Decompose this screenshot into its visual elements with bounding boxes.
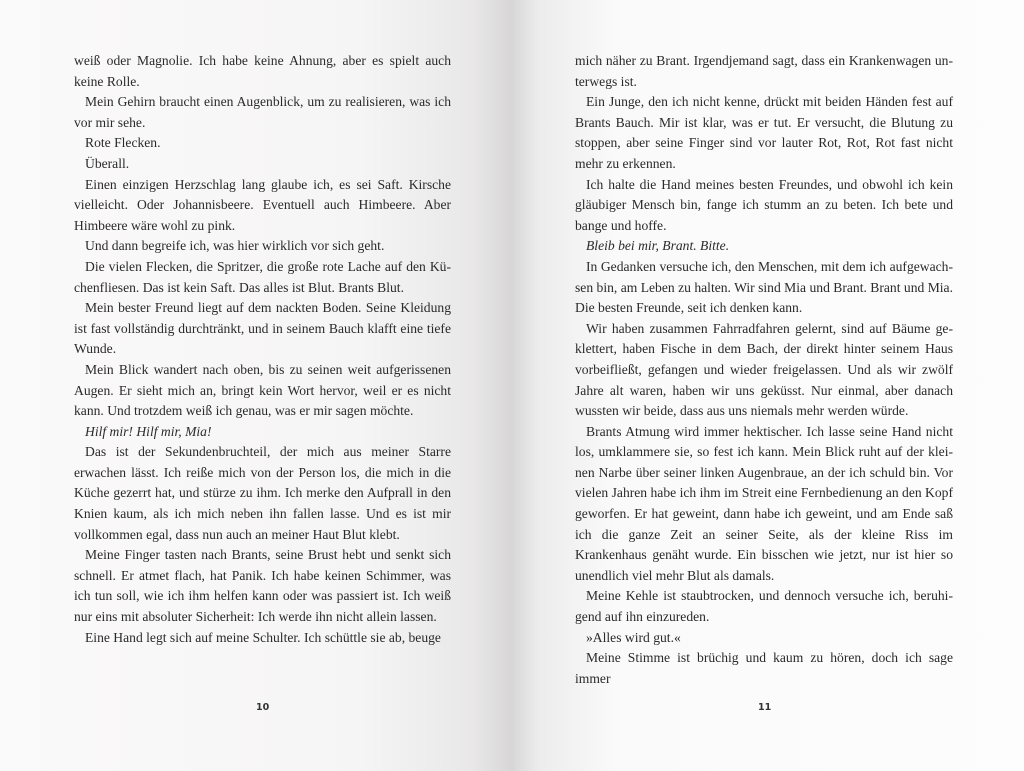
paragraph: Rote Flecken. <box>85 135 161 151</box>
paragraph: mich näher zu Brant. Irgendjemand sagt, dass ein Krankenwagen unterwegs ist. <box>575 53 953 89</box>
paragraph: Meine Finger tasten nach Brants, seine Brust hebt und senkt sich schnell. Er atmet flach, hat Panik. Ich habe keinen Schimmer, was ich tun soll, wie ich ihm helfen kann oder was passiert ist. Ich weiß nur eins mit absoluter Sicherheit: Ich werde ihn nicht allein lassen. <box>74 547 451 625</box>
paragraph: Mein Blick wandert nach oben, bis zu seinen weit aufgerissenen Augen. Er sieht mich an, bringt kein Wort hervor, weil er es nicht kann. Und trotzdem weiß ich genau, was er mir sagen möchte. <box>74 361 451 419</box>
paragraph: Brants Atmung wird immer hektischer. Ich lasse seine Hand nicht los, umklammere sie, so fest ich kann. Mein Blick ruht auf der kleinen Narbe über seiner linken Augenbraue, an der ich schuld bin. Vor vielen Jahren habe ich ihm im Streit eine Fernbedienung an den Kopf geworfen. Er hat geweint, dann habe ich geweint, und am Ende saß ich die ganze Zeit an seiner Seite, als der kleine Riss im Krankenhaus genäht wurde. Ein bisschen wie jetzt, nur ist hier so unendlich viel mehr Blut als damals. <box>575 423 953 583</box>
paragraph: Eine Hand legt sich auf meine Schulter. Ich schüttle sie ab, beuge <box>85 629 441 645</box>
page-number-right: 11 <box>758 702 772 713</box>
paragraph: Bleib bei mir, Brant. Bitte. <box>586 238 730 254</box>
left-page-text <box>74 51 451 648</box>
paragraph: Das ist der Sekundenbruchteil, der mich aus meiner Starre erwachen lässt. Ich reiße mich von der Person los, die mich in die Küche gezerrt hat, und stürze zu ihm. Ich merke den Aufprall in den Knien kaum, als ich mich neben ihn fallen lasse. Und es ist mir vollkommen egal, dass nun auch an meiner Haut Blut klebt. <box>74 444 451 542</box>
paragraph: Wir haben zusammen Fahrradfahren gelernt, sind auf Bäume geklettert, haben Fische in dem Bach, der direkt hinter seinem Haus vorbeifließt, gefangen und wieder freigelassen. Und als wir zwölf Jahre alt waren, haben wir uns geküsst. Nur einmal, aber danach wussten wir beide, dass aus uns niemals mehr werden würde. <box>575 320 953 419</box>
paragraph: weiß oder Magnolie. Ich habe keine Ahnung, aber es spielt auch keine Rolle. <box>74 53 451 89</box>
paragraph: Ein Junge, den ich nicht kenne, drückt mit beiden Händen fest auf Brants Bauch. Mir ist klar, was er tut. Er versucht, die Blutung zu stoppen, aber seine Finger sind vor lauter Rot, Rot, Rot fast nicht mehr zu erkennen. <box>575 94 953 171</box>
paragraph: Überall. <box>85 155 130 171</box>
paragraph: In Gedanken versuche ich, den Menschen, mit dem ich aufgewachsen bin, am Leben zu halten. Wir sind Mia und Brant. Brant und Mia. Die besten Freunde, seit ich denken kann. <box>575 258 953 316</box>
paragraph: Die vielen Flecken, die Spritzer, die große rote Lache auf den Küchenfliesen. Das ist kein Saft. Das alles ist Blut. Brants Blut. <box>74 258 451 295</box>
paragraph: Mein Gehirn braucht einen Augenblick, um zu realisieren, was ich vor mir sehe. <box>74 94 451 130</box>
paragraph: Und dann begreife ich, was hier wirklich vor sich geht. <box>85 238 385 254</box>
paragraph: Einen einzigen Herzschlag lang glaube ich, es sei Saft. Kirsche vielleicht. Oder Johannisbeere. Eventuell auch Himbeere. Aber Himbeere wäre wohl zu pink. <box>74 176 451 233</box>
paragraph: Mein bester Freund liegt auf dem nackten Boden. Seine Kleidung ist fast vollständig durchtränkt, und in seinem Bauch klafft eine tiefe Wunde. <box>74 300 451 357</box>
page-number-left: 10 <box>256 702 270 713</box>
right-page-text <box>575 51 953 689</box>
paragraph: Meine Kehle ist staubtrocken, und dennoch versuche ich, beruhigend auf ihn einzureden. <box>575 588 953 625</box>
paragraph: Meine Stimme ist brüchig und kaum zu hören, doch ich sage immer <box>575 650 953 686</box>
paragraph: Ich halte die Hand meines besten Freundes, und obwohl ich kein gläubiger Mensch bin, fange ich stumm an zu beten. Ich bete und bange und hoffe. <box>575 176 953 233</box>
paragraph: Hilf mir! Hilf mir, Mia! <box>85 423 212 439</box>
paragraph: »Alles wird gut.« <box>586 629 681 645</box>
right-page <box>513 0 1024 771</box>
